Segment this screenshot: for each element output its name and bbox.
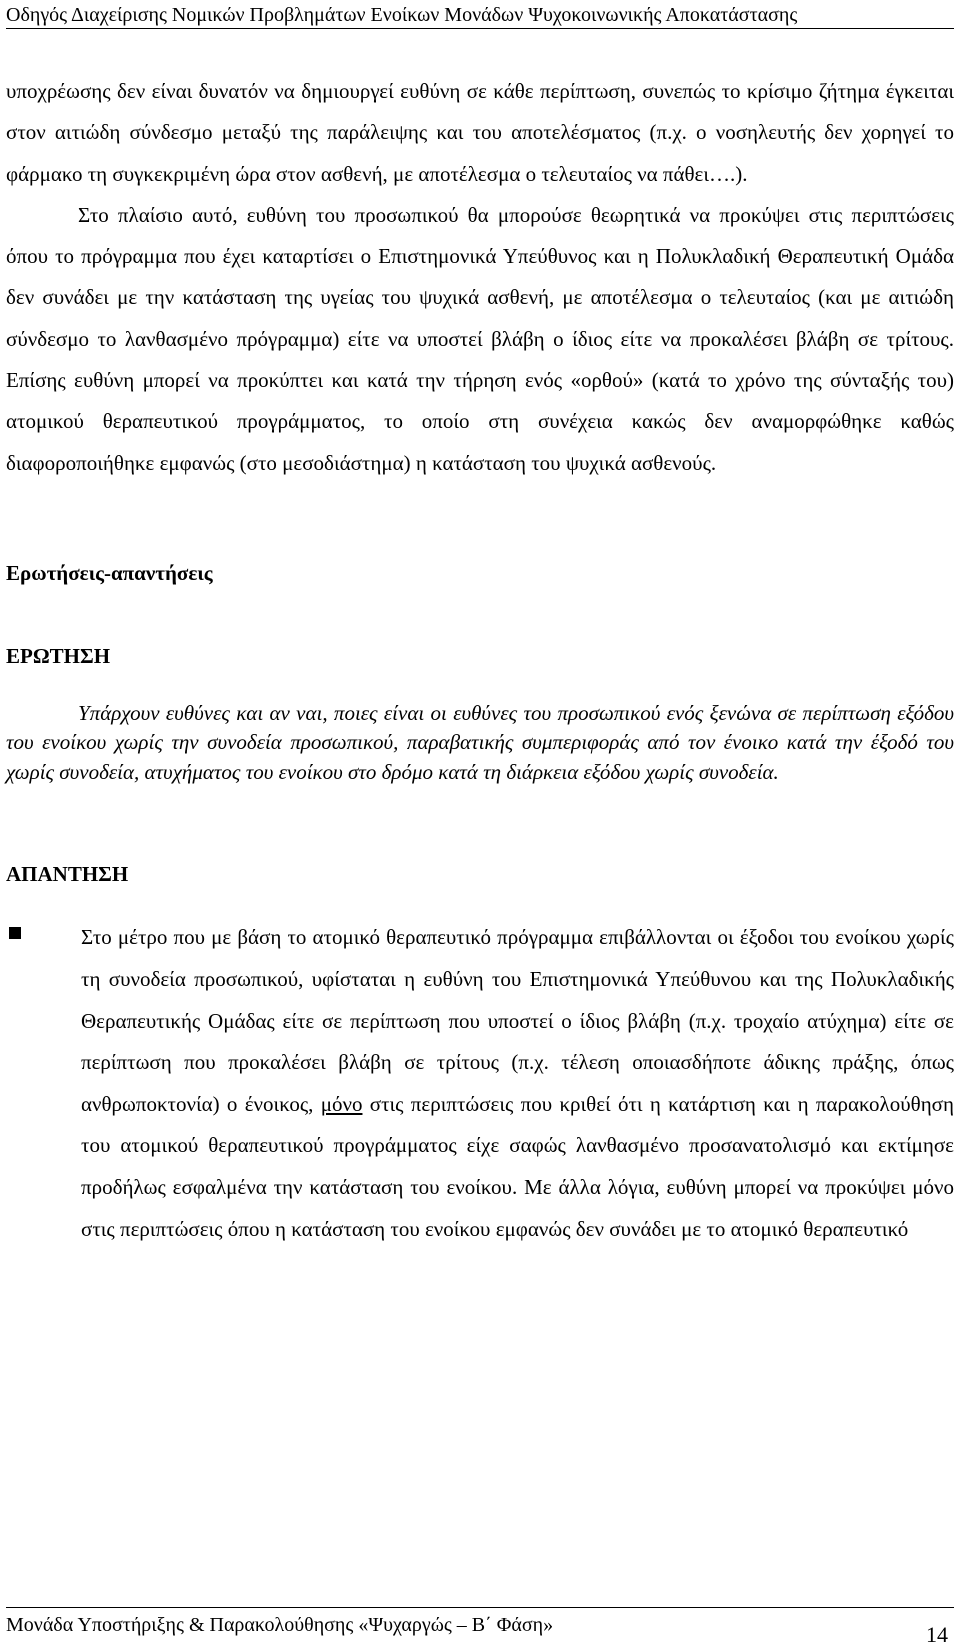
page-header bbox=[6, 2, 954, 29]
page-content bbox=[6, 71, 954, 1250]
answer-text-part-2: στις περιπτώσεις που κριθεί ότι η κατάρτιση και η παρακολούθηση του ατομικού θεραπευτικού προγράμματος είχε σαφώς λανθασμένο προσανατολισμό και εκτίμησε προδήλως εσφαλμένα την κατάσταση του ενοίκου. Με άλλα λόγια, ευθύνη μπορεί να προκύψει μόνο στις περιπτώσεις όπου η κατάσταση του ενοίκου εμφανώς δεν συνάδει με το ατομικό θεραπευτικό bbox=[81, 1091, 954, 1241]
question-heading: ΕΡΩΤΗΣΗ bbox=[6, 643, 111, 668]
paragraph-staff-liability: Στο πλαίσιο αυτό, ευθύνη του προσωπικού θα μπορούσε θεωρητικά να προκύψει στις περιπτώσεις όπου το πρόγραμμα που έχει καταρτίσει ο Επιστημονικά Υπεύθυνος και η Πολυκλαδική Θεραπευτική Ομάδα δεν συνάδει με την κατάσταση της υγείας του ψυχικά ασθενή, με αποτέλεσμα ο τελευταίος (και με αιτιώδη σύνδεσμο το λανθασμένο πρόγραμμα) είτε να υποστεί βλάβη ο ίδιος είτε να προκαλέσει βλάβη σε τρίτους. Επίσης ευθύνη μπορεί να προκύπτει και κατά την τήρηση ενός «ορθού» (κατά το χρόνο της σύνταξής του) ατομικού θεραπευτικού προγράμματος, το οποίο στη συνέχεια κακώς δεν αναμορφώθηκε καθώς διαφοροποιήθηκε εμφανώς (στο μεσοδιάστημα) η κατάσταση του ψυχικά ασθενούς. bbox=[6, 202, 954, 475]
question-text: Υπάρχουν ευθύνες και αν ναι, ποιες είναι οι ευθύνες του προσωπικού ενός ξενώνα σε περίπτωση εξόδου του ενοίκου χωρίς την συνοδεία προσωπικού, παραβατικής συμπεριφοράς από τον ένοικο κατά την έξοδό του χωρίς συνοδεία, ατυχήματος του ενοίκου στο δρόμο κατά τη διάρκεια εξόδου χωρίς συνοδεία. bbox=[6, 700, 954, 784]
page-number: 14 bbox=[926, 1622, 948, 1647]
answer-underlined-word: μόνο bbox=[320, 1091, 363, 1116]
footer-text: Μονάδα Υποστήριξης & Παρακολούθησης «Ψυχαργώς – Β΄ Φάση» bbox=[6, 1614, 554, 1636]
page-footer bbox=[6, 1607, 954, 1647]
square-bullet-icon bbox=[9, 927, 21, 939]
answer-bullet-item bbox=[6, 917, 954, 1250]
paragraph-continuation: υποχρέωσης δεν είναι δυνατόν να δημιουργεί ευθύνη σε κάθε περίπτωση, συνεπώς το κρίσιμο ζήτημα έγκειται στον αιτιώδη σύνδεσμο μεταξύ της παράλειψης και του αποτελέσματος (π.χ. ο νοσηλευτής δεν χορηγεί το φάρμακο τη συγκεκριμένη ώρα στον ασθενή, με αποτέλεσμα ο τελευταίος να πάθει….). bbox=[6, 79, 954, 186]
answer-heading: ΑΠΑΝΤΗΣΗ bbox=[6, 862, 129, 887]
document-title: Οδηγός Διαχείρισης Νομικών Προβλημάτων Ενοίκων Μονάδων Ψυχοκοινωνικής Αποκατάστασης bbox=[6, 4, 798, 26]
section-heading-qa: Ερωτήσεις-απαντήσεις bbox=[6, 560, 213, 585]
answer-text bbox=[81, 917, 954, 1250]
answer-text-part-1: Στο μέτρο που με βάση το ατομικό θεραπευτικό πρόγραμμα επιβάλλονται οι έξοδοι του ενοίκου χωρίς τη συνοδεία προσωπικού, υφίσταται η ευθύνη του Επιστημονικά Υπεύθυνου και της Πολυκλαδικής Θεραπευτικής Ομάδας είτε σε περίπτωση που υποστεί ο ίδιος βλάβη (π.χ. τροχαίο ατύχημα) είτε σε περίπτωση που προκαλέσει βλάβη σε τρίτους (π.χ. τέλεση οποιασδήποτε άδικης πράξης, όπως ανθρωποκτονία) ο ένοικος, bbox=[81, 925, 954, 1116]
